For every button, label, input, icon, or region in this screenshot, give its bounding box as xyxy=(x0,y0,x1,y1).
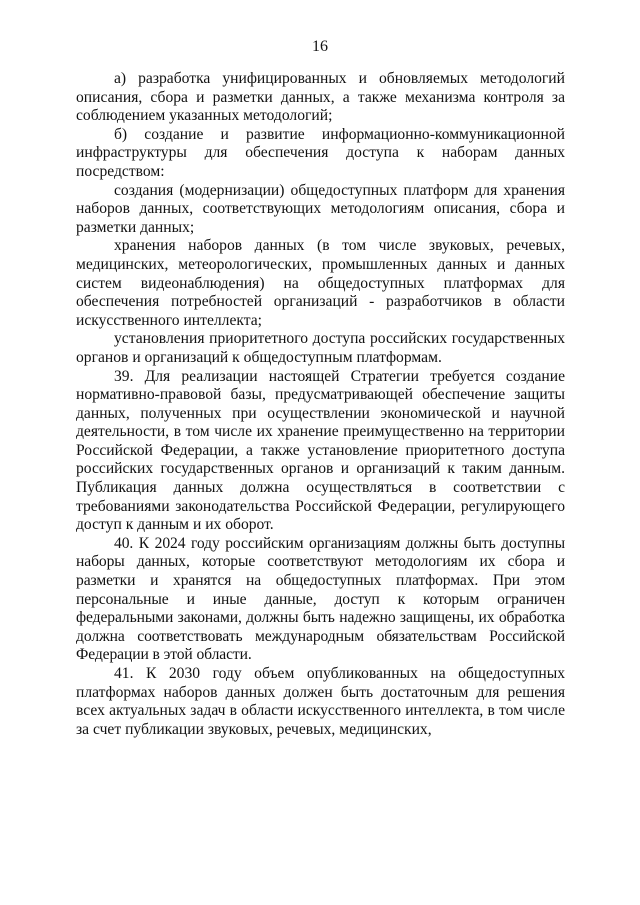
paragraph-priority-access: установления приоритетного доступа российских государственных органов и организаций к общедоступным платформам. xyxy=(76,330,565,366)
paragraph-platform-creation: создания (модернизации) общедоступных платформ для хранения наборов данных, соответствующих методологиям описания, сбора и разметки данных; xyxy=(76,181,565,236)
page-number: 16 xyxy=(312,38,328,55)
paragraph-a-methodologies: а) разработка унифицированных и обновляемых методологий описания, сбора и разметки данных, а также механизма контроля за соблюдением указанных методологий; xyxy=(76,70,565,125)
paragraph-40: 40. К 2024 году российским организациям должны быть доступны наборы данных, которые соответствуют методологиям их сбора и разметки и хранятся на общедоступных платформах. При этом персональные и иные данные, доступ к которым ограничен федеральными законами, должны быть надежно защищены, их обработка должна соответствовать международным обязательствам Российской Федерации в этой области. xyxy=(76,534,565,664)
paragraph-dataset-storage: хранения наборов данных (в том числе звуковых, речевых, медицинских, метеорологических, промышленных данных и данных систем видеонаблюдения) на общедоступных платформах для обеспечения потребностей организаций - разработчиков в области искусственного интеллекта; xyxy=(76,237,565,329)
paragraph-b-infrastructure: б) создание и развитие информационно-коммуникационной инфраструктуры для обеспечения доступа к наборам данных посредством: xyxy=(76,125,565,180)
paragraph-41: 41. К 2030 году объем опубликованных на общедоступных платформах наборов данных должен быть достаточным для решения всех актуальных задач в области искусственного интеллекта, в том числе за счет публикации звуковых, речевых, медицинских, xyxy=(76,665,565,738)
paragraph-39: 39. Для реализации настоящей Стратегии требуется создание нормативно-правовой базы, предусматривающей обеспечение защиты данных, полученных при осуществлении экономической и научной деятельности, в том числе их хранение преимущественно на территории Российской Федерации, а также установление приоритетного доступа российских государственных органов и организаций к таким данным. Публикация данных должна осуществляться в соответствии с требованиями законодательства Российской Федерации, регулирующего доступ к данным и их оборот. xyxy=(76,367,565,534)
document-body xyxy=(76,70,565,739)
